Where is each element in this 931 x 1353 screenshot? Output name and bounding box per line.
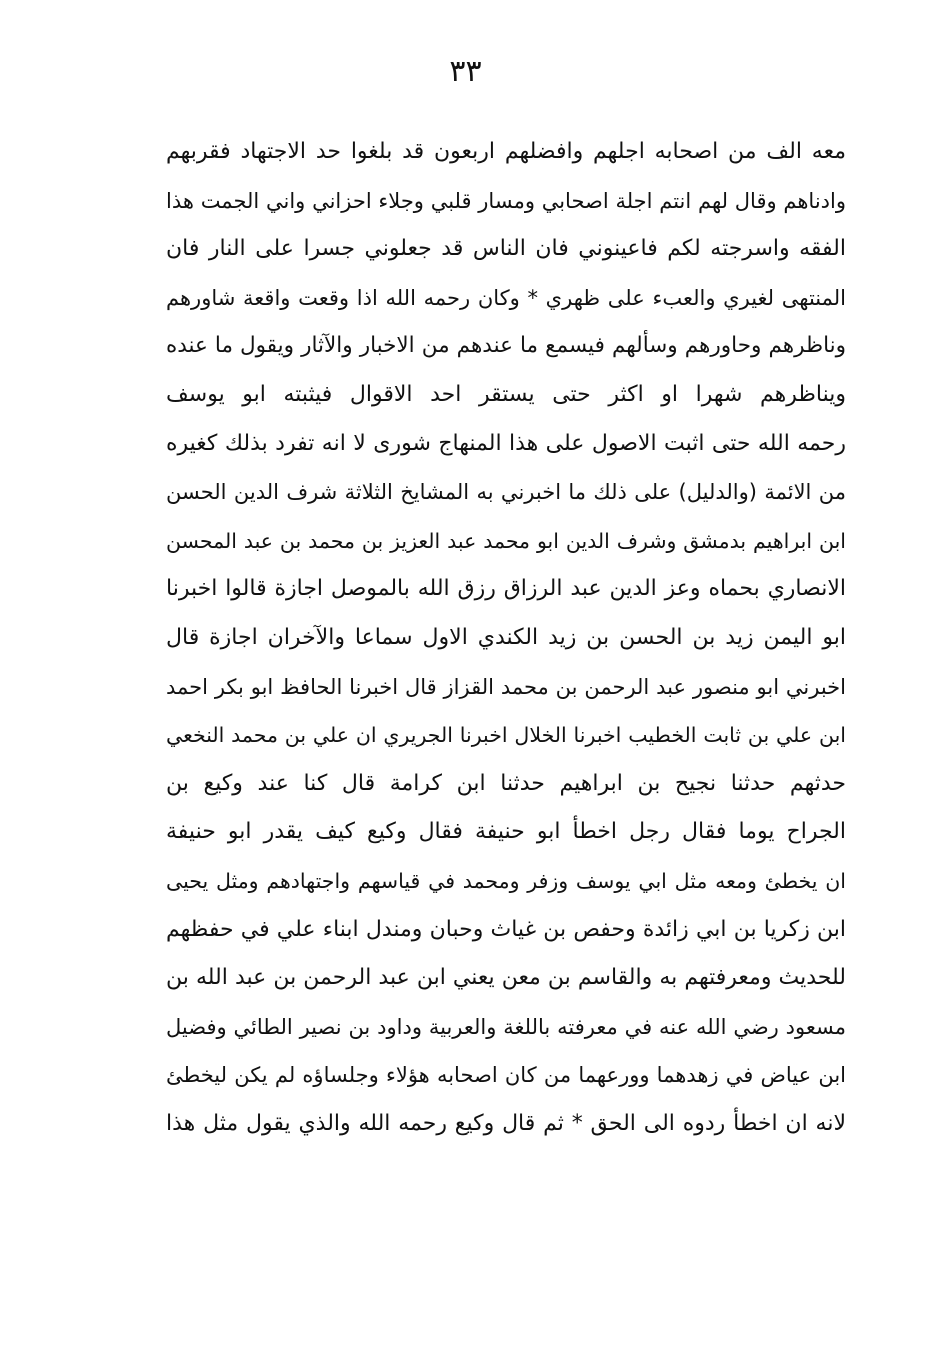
text-line: من الائمة (والدليل) على ذلك ما اخبرني به المشايخ الثلاثة شرف الدين الحسن [166,480,846,505]
text-line: ابن عياض في زهدهما وورعهما من كان اصحابه هؤلاء وجلساؤه لم يكن ليخطئ [166,1063,846,1088]
text-line: ان يخطئ ومعه مثل ابي يوسف وزفر ومحمد في قياسهم واجتهادهم ومثل يحيى [166,868,846,893]
text-line: المنتهى لغيري والعبء على ظهري * وكان رحمه الله اذا وقعت واقعة شاورهم [166,285,846,310]
text-line: ابن ابراهيم بدمشق وشرف الدين ابو محمد عبد العزيز بن محمد بن عبد المحسن [166,528,846,553]
text-line: اخبرني ابو منصور عبد الرحمن بن محمد القزاز قال اخبرنا الحافظ ابو بكر احمد [166,674,846,699]
text-line: ويناظرهم شهرا او اكثر حتى يستقر احد الاقوال فيثبته ابو يوسف [166,381,846,407]
text-line: وادناهم وقال لهم انتم اجلة اصحابي ومسار قلبي وجلاء احزاني واني الجمت هذا [166,188,846,213]
text-line: الفقه واسرجته لكم فاعينوني فان الناس قد جعلوني جسرا على النار فان [166,236,846,262]
body-text [166,128,846,1148]
text-line: وناظرهم وحاورهم وسألهم فيسمع ما عندهم من الاخبار والآثار ويقول ما عنده [166,333,846,359]
text-line: معه الف من اصحابه اجلهم وافضلهم اربعون قد بلغوا حد الاجتهاد فقربهم [166,139,846,164]
text-line: الانصاري بحماه وعز الدين عبد الرزاق رزق الله بالموصل اجازة قالوا اخبرنا [166,576,846,602]
text-line: ابن علي بن ثابت الخطيب اخبرنا الخلال اخبرنا الجريري ان علي بن محمد النخعي [166,723,846,748]
text-line: للحديث ومعرفتهم به والقاسم بن معن يعني ابن عبد الرحمن بن عبد الله بن [166,965,846,991]
text-line: حدثهم حدثنا نجيح بن ابراهيم حدثنا ابن كرامة قال كنا عند وكيع بن [166,770,846,796]
text-line: لانه ان اخطأ ردوه الى الحق * ثم قال وكيع رحمه الله والذي يقول مثل هذا [166,1110,846,1136]
text-line: مسعود رضي الله عنه في معرفته باللغة والعربية وداود بن نصير الطائي وفضيل [166,1014,846,1039]
page-number: ٣٣ [449,54,482,89]
text-line: ابو اليمن زيد بن الحسن بن زيد الكندي الاول سماعا والآخران اجازة قال [166,624,846,650]
text-line: رحمه الله حتى اثبت الاصول على هذا المنهاج شورى لا انه تفرد بذلك كغيره [166,430,846,456]
text-line: ابن زكريا بن ابي زائدة وحفص بن غياث وحبان ومندل ابناء علي في حفظهم [166,916,846,942]
text-line: الجراح يوما فقال رجل اخطأ ابو حنيفة فقال وكيع كيف يقدر ابو حنيفة [166,819,846,845]
